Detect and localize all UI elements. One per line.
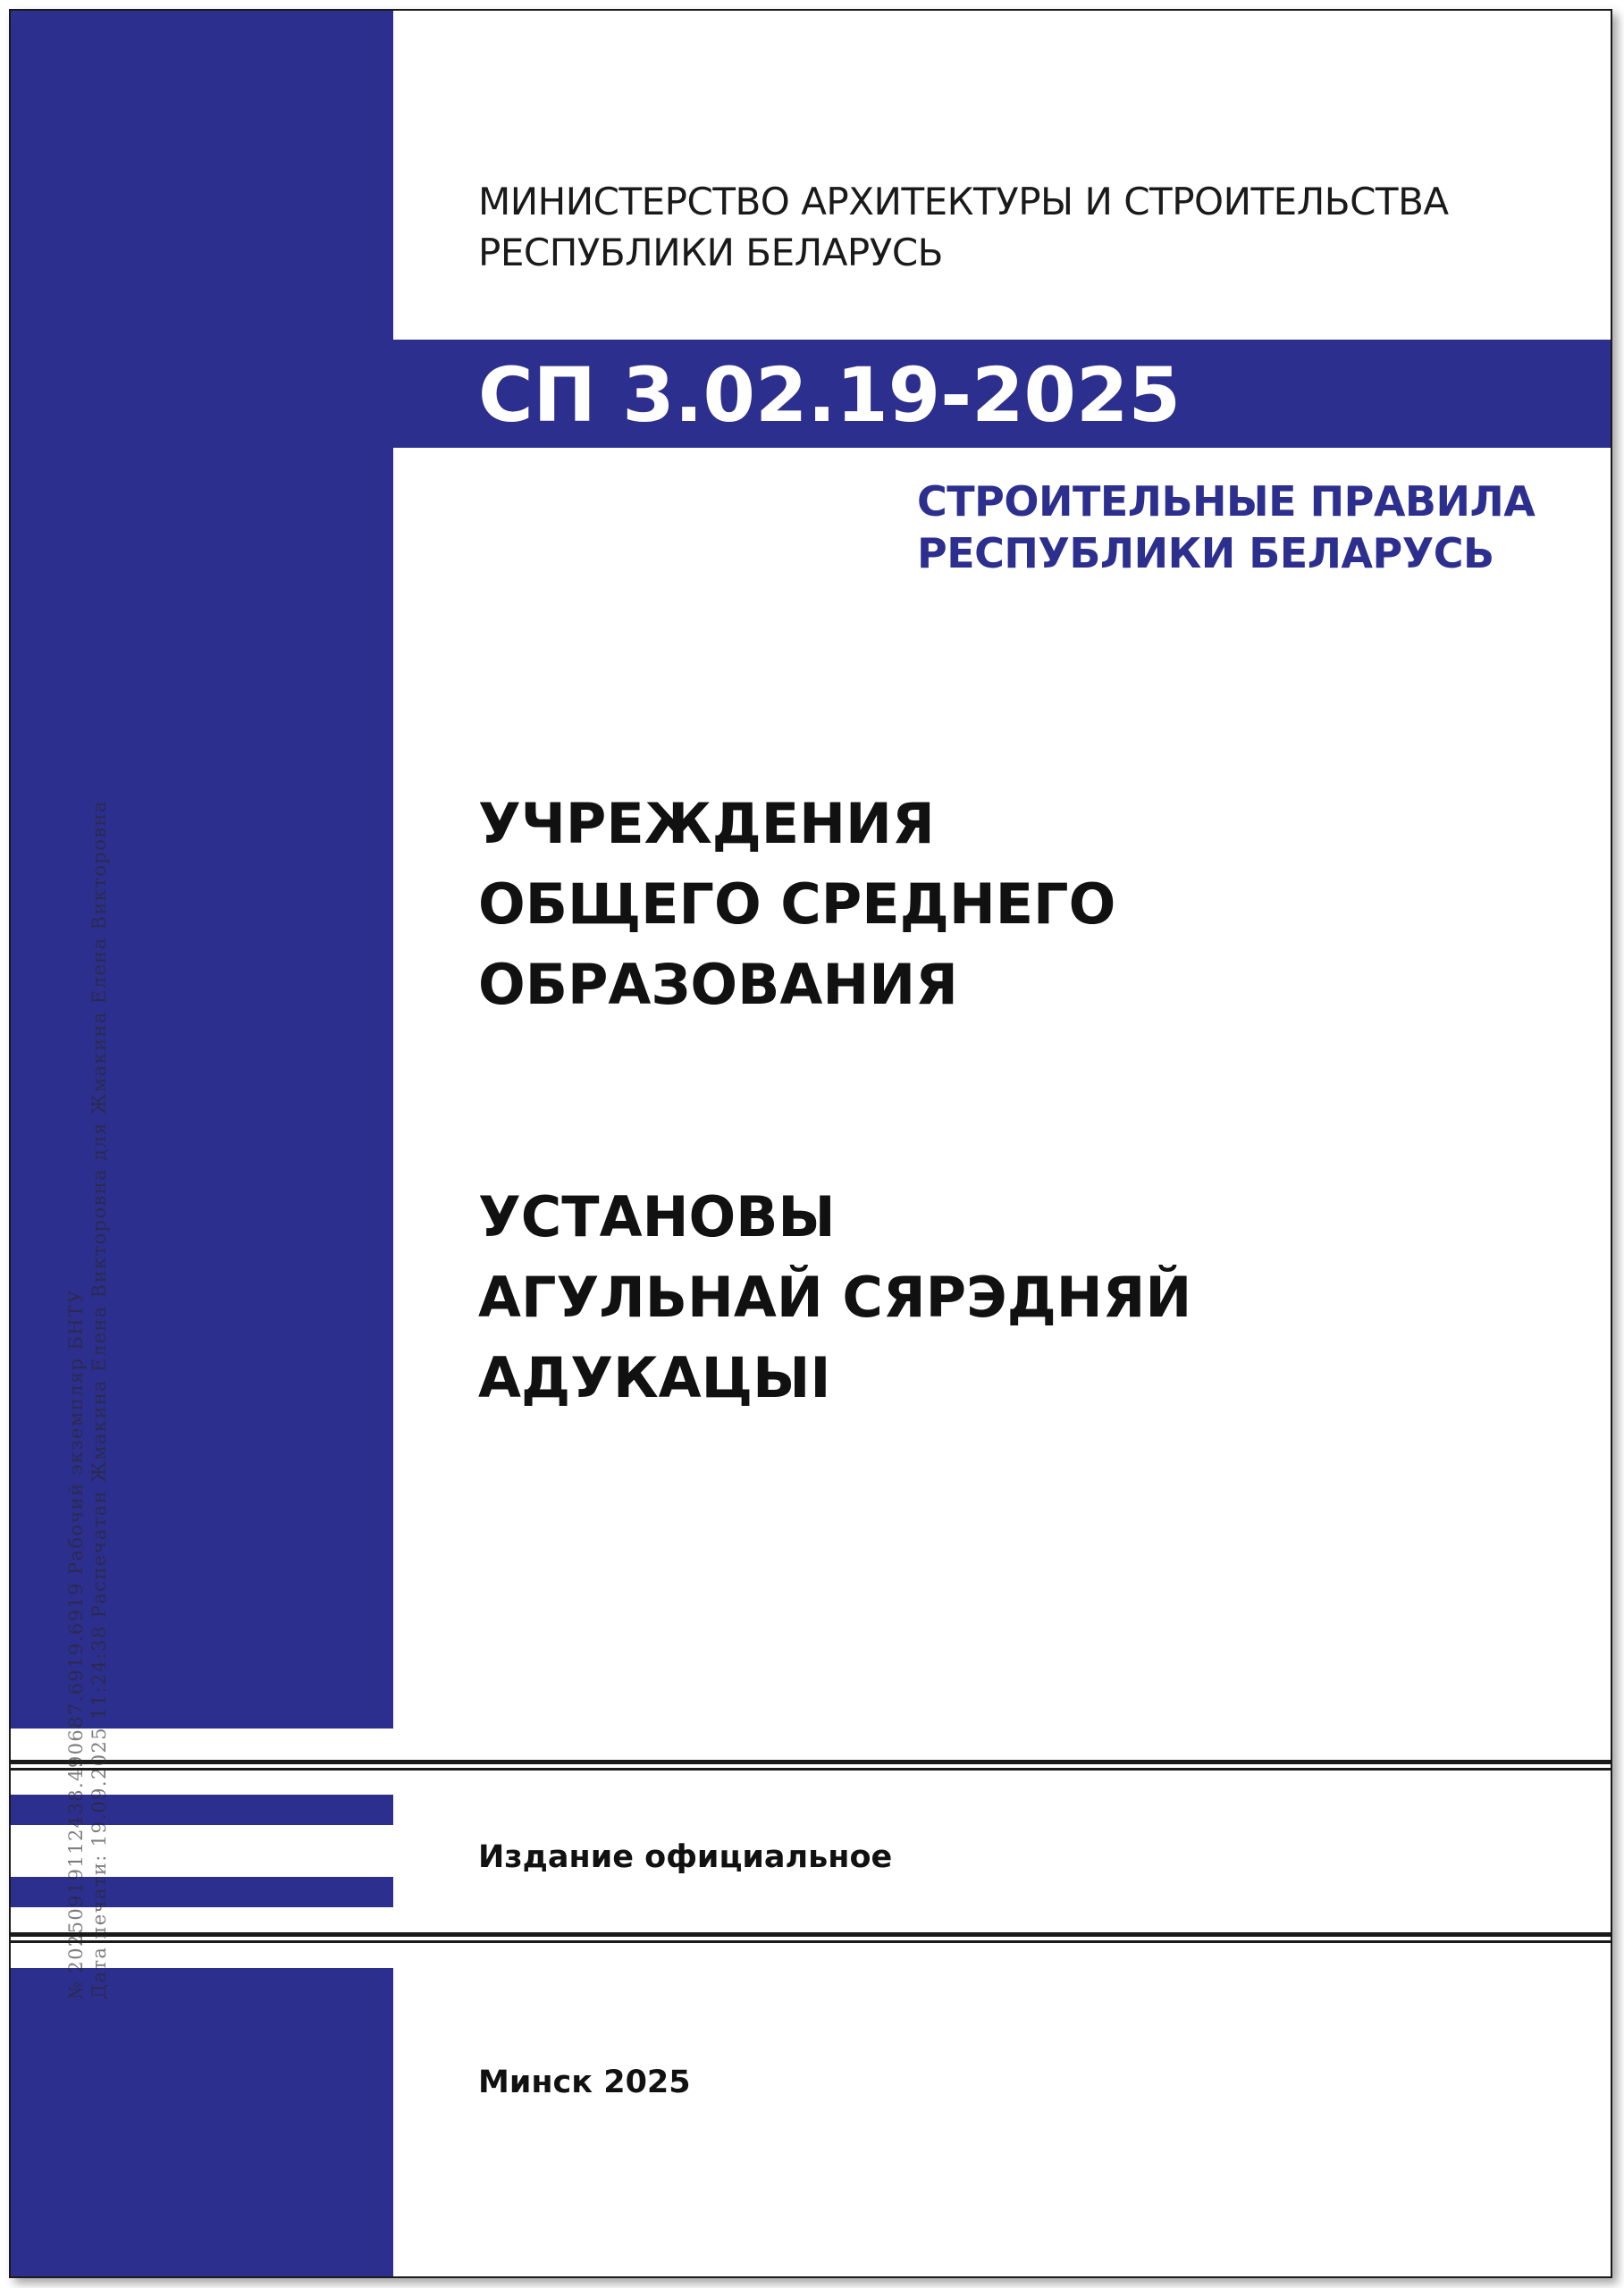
document-code: СП 3.02.19-2025 [478,351,1181,439]
divider-upper-thick [11,1760,1611,1764]
watermark-line-2: Дата печати: 19.09.2025 11:24:38 Распечатан Жмакина Елена Викторовна для Жмакина Елена Викторовна [88,800,110,1999]
title-ru-line-3: ОБРАЗОВАНИЯ [478,952,958,1017]
title-belarusian [478,1177,1191,1418]
title-russian [478,784,1115,1025]
title-ru-line-1: УЧРЕЖДЕНИЯ [478,791,935,856]
divider-upper-thin [11,1768,1611,1771]
sidebar-band-bottom [11,1968,393,2276]
place-year: Минск 2025 [478,2065,691,2100]
edition-label: Издание официальное [478,1839,893,1875]
ministry-line-1: МИНИСТЕРСТВО АРХИТЕКТУРЫ И СТРОИТЕЛЬСТВА [478,180,1449,223]
print-watermark [64,605,111,1999]
divider-lower-thin [11,1940,1611,1943]
document-cover [9,9,1612,2278]
document-type-line-1: СТРОИТЕЛЬНЫЕ ПРАВИЛА [917,477,1536,526]
watermark-line-1: № 20250919112438.490687.6919.6919 Рабочий экземпляр БНТУ [65,1289,87,1999]
divider-lower-thick [11,1932,1611,1937]
title-be-line-3: АДУКАЦЫІ [478,1345,831,1410]
document-type [917,475,1535,579]
ministry-heading [478,176,1449,278]
title-be-line-2: АГУЛЬНАЙ СЯРЭДНЯЙ [478,1265,1192,1330]
document-type-line-2: РЕСПУБЛИКИ БЕЛАРУСЬ [917,529,1494,577]
title-be-line-1: УСТАНОВЫ [478,1184,836,1249]
title-ru-line-2: ОБЩЕГО СРЕДНЕГО [478,871,1116,937]
ministry-line-2: РЕСПУБЛИКИ БЕЛАРУСЬ [478,231,943,274]
